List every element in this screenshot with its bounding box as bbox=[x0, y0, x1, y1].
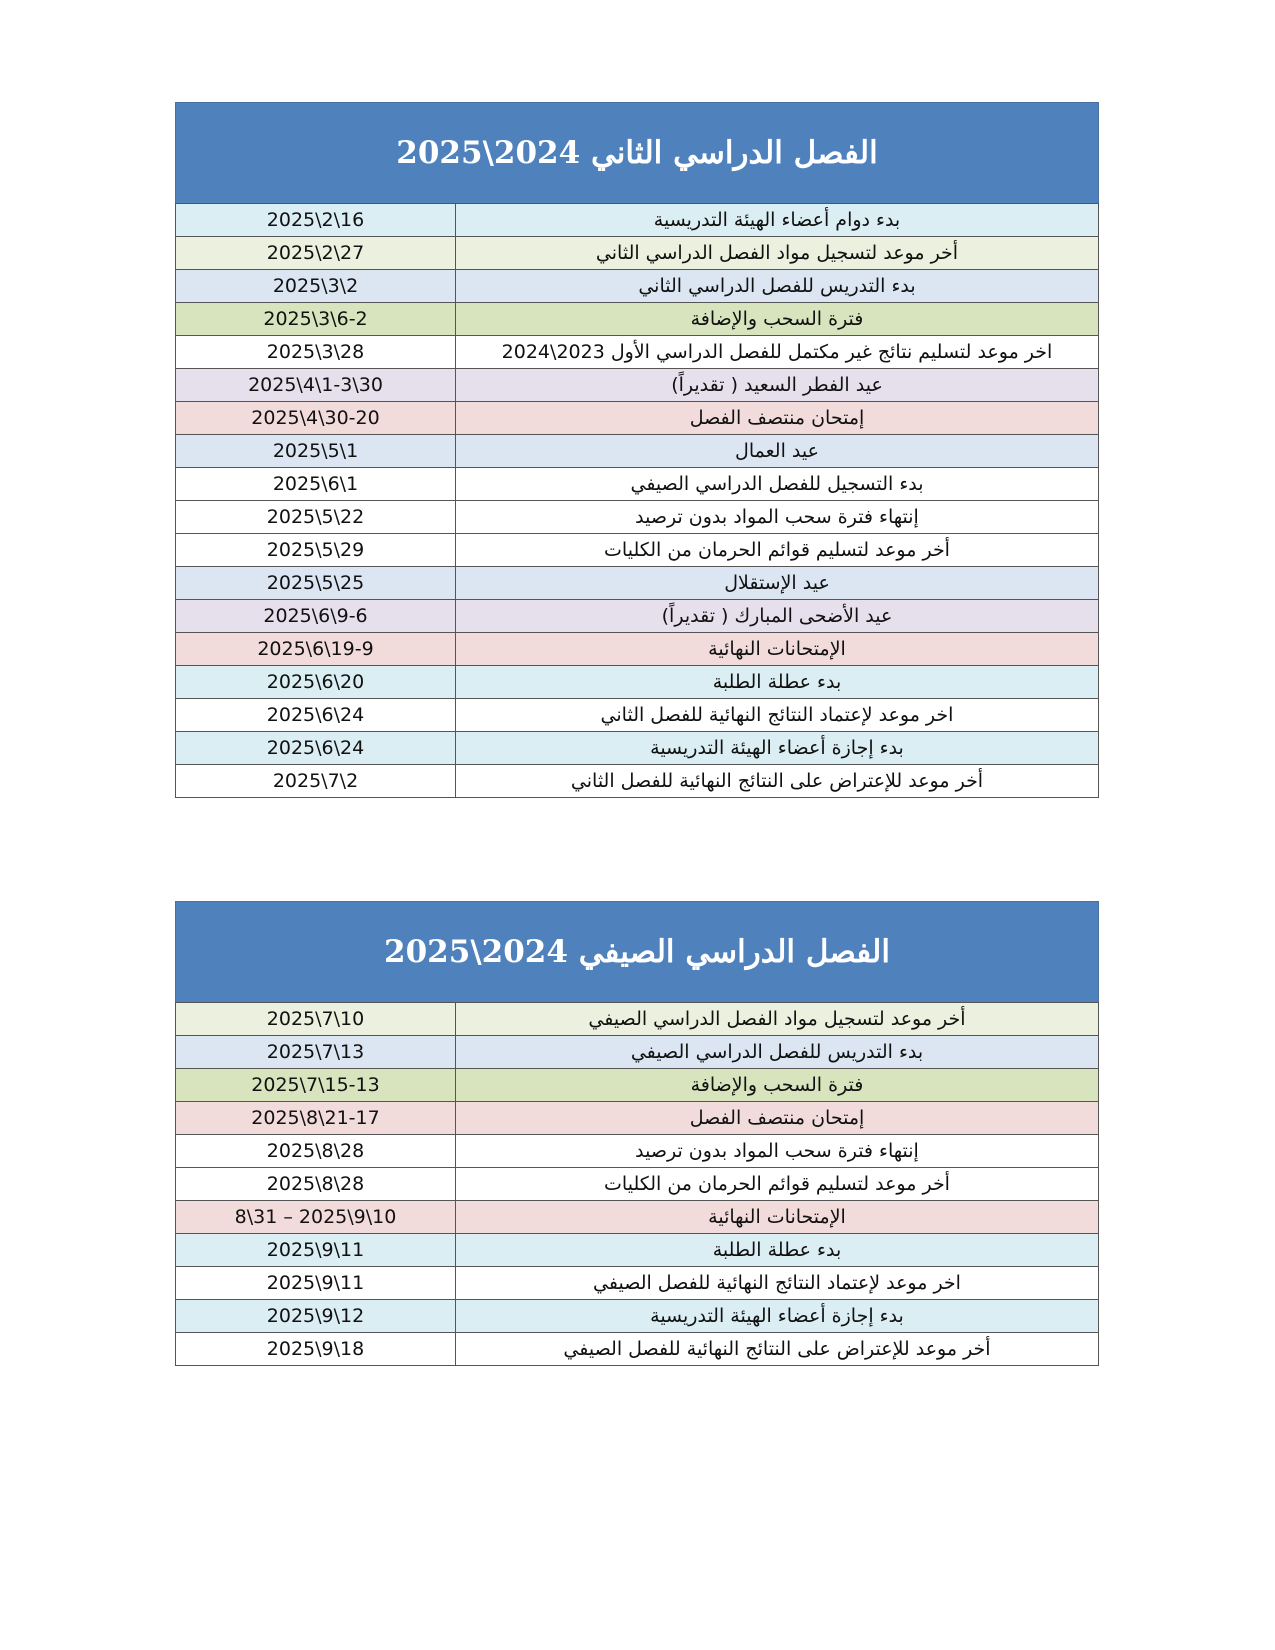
table-row bbox=[176, 303, 1099, 336]
table-row bbox=[176, 501, 1099, 534]
table-row bbox=[176, 666, 1099, 699]
date-cell: 2025\2\27 bbox=[176, 237, 456, 270]
table-row bbox=[176, 1300, 1099, 1333]
summer-calendar-table bbox=[175, 901, 1099, 1366]
date-cell: 2025\5\1 bbox=[176, 435, 456, 468]
table-row bbox=[176, 336, 1099, 369]
table-row bbox=[176, 204, 1099, 237]
table-row bbox=[176, 1036, 1099, 1069]
event-cell: الإمتحانات النهائية bbox=[456, 633, 1099, 666]
date-cell: 2025\3\6-2 bbox=[176, 303, 456, 336]
semester-2-calendar-table bbox=[175, 102, 1099, 798]
event-cell: عيد الإستقلال bbox=[456, 567, 1099, 600]
date-cell: 2025\4\1-3\30 bbox=[176, 369, 456, 402]
table-row bbox=[176, 1333, 1099, 1366]
event-cell: بدء عطلة الطلبة bbox=[456, 666, 1099, 699]
event-cell: بدء التدريس للفصل الدراسي الصيفي bbox=[456, 1036, 1099, 1069]
table-row bbox=[176, 237, 1099, 270]
event-cell: عيد الأضحى المبارك ( تقديراً) bbox=[456, 600, 1099, 633]
summer-title: الفصل الدراسي الصيفي 2024\2025 bbox=[175, 901, 1099, 1002]
table-row bbox=[176, 1003, 1099, 1036]
date-cell: 2025\6\24 bbox=[176, 732, 456, 765]
date-cell: 2025\6\1 bbox=[176, 468, 456, 501]
date-cell: 2025\6\24 bbox=[176, 699, 456, 732]
table-row bbox=[176, 534, 1099, 567]
event-cell: بدء التسجيل للفصل الدراسي الصيفي bbox=[456, 468, 1099, 501]
date-cell: 2025\5\29 bbox=[176, 534, 456, 567]
table-row bbox=[176, 435, 1099, 468]
table-row bbox=[176, 1102, 1099, 1135]
event-cell: الإمتحانات النهائية bbox=[456, 1201, 1099, 1234]
date-cell: 8\31 – 2025\9\10 bbox=[176, 1201, 456, 1234]
date-cell: 2025\4\30-20 bbox=[176, 402, 456, 435]
event-cell: إنتهاء فترة سحب المواد بدون ترصيد bbox=[456, 501, 1099, 534]
date-cell: 2025\7\13 bbox=[176, 1036, 456, 1069]
date-cell: 2025\9\11 bbox=[176, 1234, 456, 1267]
table-row bbox=[176, 1168, 1099, 1201]
event-cell: بدء إجازة أعضاء الهيئة التدريسية bbox=[456, 1300, 1099, 1333]
event-cell: إمتحان منتصف الفصل bbox=[456, 402, 1099, 435]
table-row bbox=[176, 1201, 1099, 1234]
event-cell: عيد العمال bbox=[456, 435, 1099, 468]
date-cell: 2025\8\28 bbox=[176, 1168, 456, 1201]
event-cell: بدء التدريس للفصل الدراسي الثاني bbox=[456, 270, 1099, 303]
event-cell: اخر موعد لتسليم نتائج غير مكتمل للفصل الدراسي الأول 2023\2024 bbox=[456, 336, 1099, 369]
table-row bbox=[176, 699, 1099, 732]
event-cell: عيد الفطر السعيد ( تقديراً) bbox=[456, 369, 1099, 402]
table-row bbox=[176, 567, 1099, 600]
date-cell: 2025\8\21-17 bbox=[176, 1102, 456, 1135]
date-cell: 2025\5\25 bbox=[176, 567, 456, 600]
event-cell: أخر موعد لتسجيل مواد الفصل الدراسي الصيفي bbox=[456, 1003, 1099, 1036]
event-cell: فترة السحب والإضافة bbox=[456, 303, 1099, 336]
table-row bbox=[176, 1069, 1099, 1102]
table-row bbox=[176, 765, 1099, 798]
date-cell: 2025\9\12 bbox=[176, 1300, 456, 1333]
table-row bbox=[176, 369, 1099, 402]
date-cell: 2025\6\20 bbox=[176, 666, 456, 699]
date-cell: 2025\8\28 bbox=[176, 1135, 456, 1168]
table-row bbox=[176, 600, 1099, 633]
event-cell: أخر موعد لتسجيل مواد الفصل الدراسي الثاني bbox=[456, 237, 1099, 270]
table-row bbox=[176, 732, 1099, 765]
event-cell: بدء دوام أعضاء الهيئة التدريسية bbox=[456, 204, 1099, 237]
event-cell: أخر موعد لتسليم قوائم الحرمان من الكليات bbox=[456, 534, 1099, 567]
date-cell: 2025\9\11 bbox=[176, 1267, 456, 1300]
table-row bbox=[176, 468, 1099, 501]
summer-rows bbox=[176, 1003, 1099, 1366]
event-cell: اخر موعد لإعتماد النتائج النهائية للفصل الثاني bbox=[456, 699, 1099, 732]
event-cell: فترة السحب والإضافة bbox=[456, 1069, 1099, 1102]
date-cell: 2025\6\9-6 bbox=[176, 600, 456, 633]
date-cell: 2025\7\2 bbox=[176, 765, 456, 798]
date-cell: 2025\5\22 bbox=[176, 501, 456, 534]
event-cell: اخر موعد لإعتماد النتائج النهائية للفصل الصيفي bbox=[456, 1267, 1099, 1300]
semester-2-title: الفصل الدراسي الثاني 2024\2025 bbox=[175, 102, 1099, 203]
date-cell: 2025\3\2 bbox=[176, 270, 456, 303]
semester-2-rows bbox=[176, 204, 1099, 798]
table-row bbox=[176, 1234, 1099, 1267]
date-cell: 2025\6\19-9 bbox=[176, 633, 456, 666]
date-cell: 2025\9\18 bbox=[176, 1333, 456, 1366]
event-cell: إمتحان منتصف الفصل bbox=[456, 1102, 1099, 1135]
event-cell: أخر موعد للإعتراض على النتائج النهائية للفصل الصيفي bbox=[456, 1333, 1099, 1366]
date-cell: 2025\7\15-13 bbox=[176, 1069, 456, 1102]
event-cell: بدء عطلة الطلبة bbox=[456, 1234, 1099, 1267]
event-cell: إنتهاء فترة سحب المواد بدون ترصيد bbox=[456, 1135, 1099, 1168]
event-cell: أخر موعد للإعتراض على النتائج النهائية للفصل الثاني bbox=[456, 765, 1099, 798]
table-row bbox=[176, 633, 1099, 666]
date-cell: 2025\2\16 bbox=[176, 204, 456, 237]
table-row bbox=[176, 402, 1099, 435]
table-row bbox=[176, 270, 1099, 303]
table-row bbox=[176, 1267, 1099, 1300]
date-cell: 2025\7\10 bbox=[176, 1003, 456, 1036]
event-cell: أخر موعد لتسليم قوائم الحرمان من الكليات bbox=[456, 1168, 1099, 1201]
table-row bbox=[176, 1135, 1099, 1168]
event-cell: بدء إجازة أعضاء الهيئة التدريسية bbox=[456, 732, 1099, 765]
date-cell: 2025\3\28 bbox=[176, 336, 456, 369]
